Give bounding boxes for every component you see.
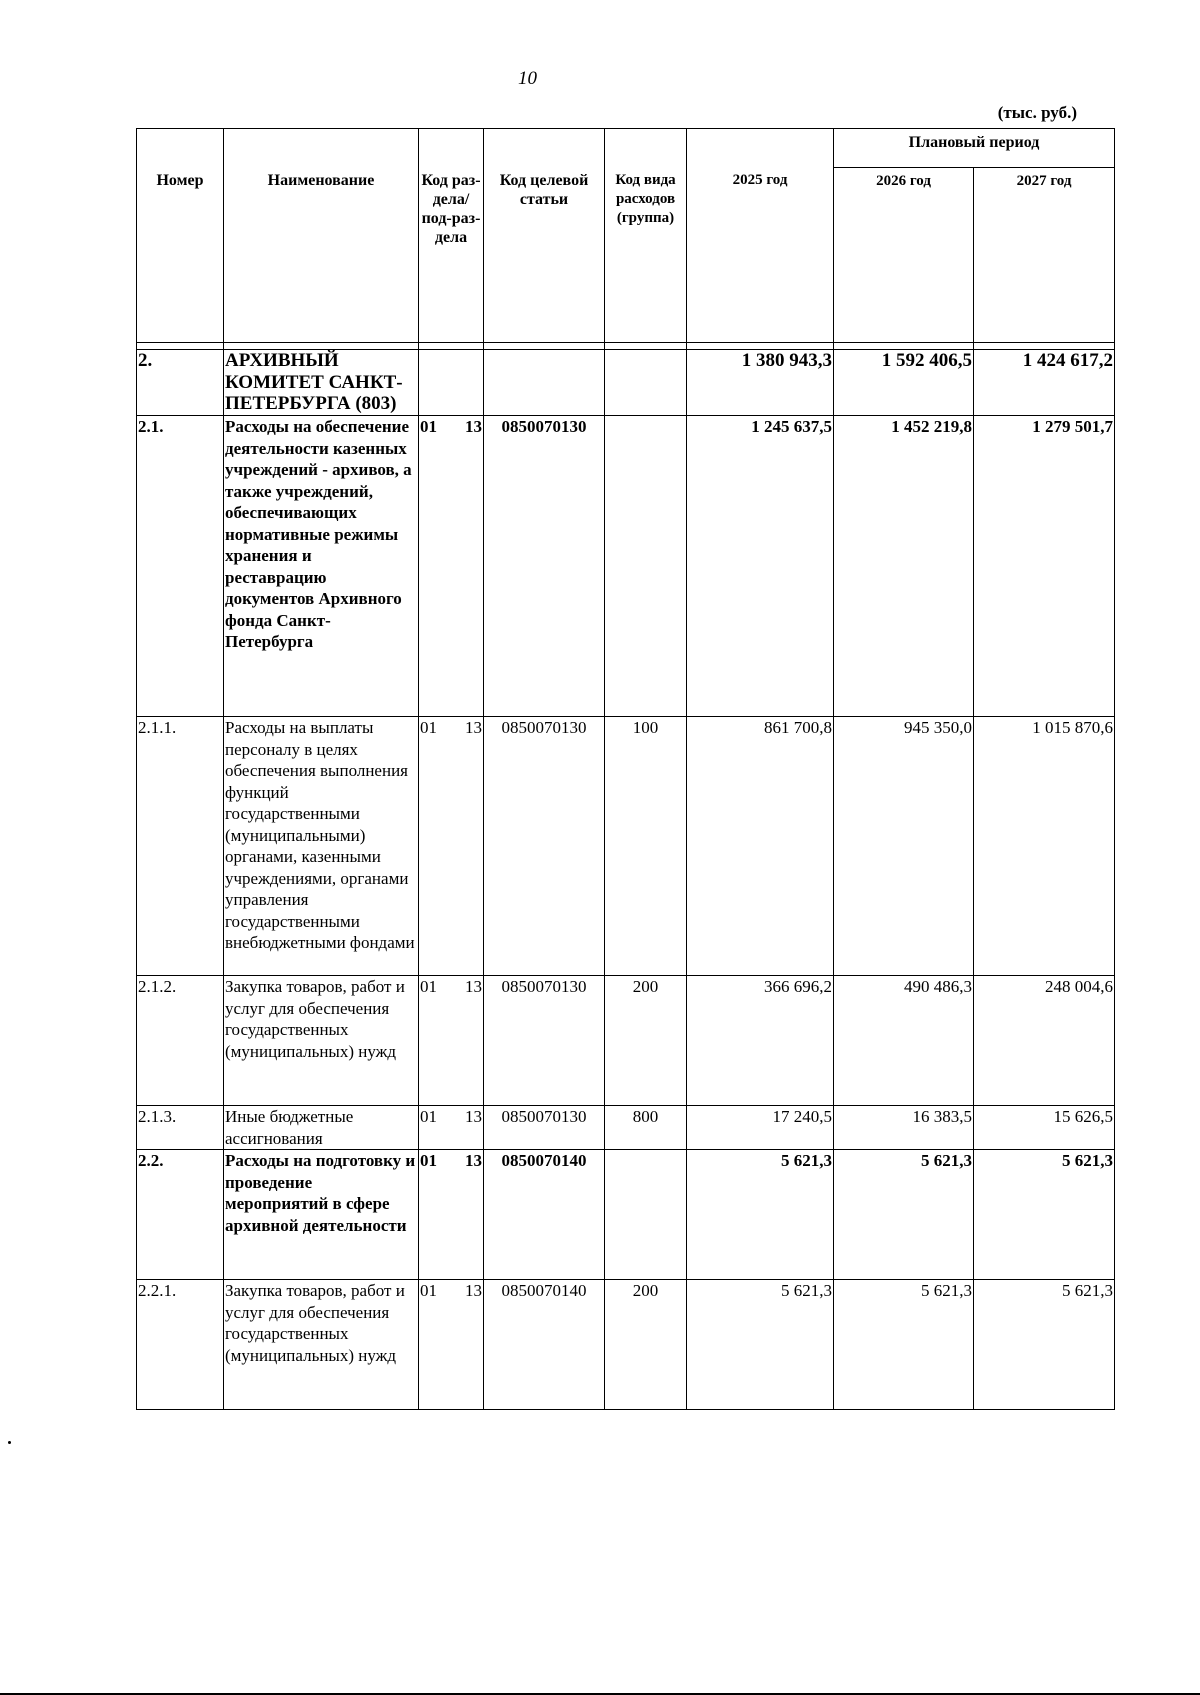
row-number: 2.2.1. xyxy=(137,1280,224,1410)
row-amount-2027: 1 015 870,6 xyxy=(974,717,1115,976)
row-name: Расходы на обеспечение деятельности казенных учреждений - архивов, а также учреждений, обеспечивающих нормативные режимы хранения и реставрацию документов Архивного фонда Санкт-Петербурга xyxy=(224,416,419,717)
row-amount-2027: 1 424 617,2 xyxy=(974,350,1115,416)
subsection-code: 13 xyxy=(465,417,482,436)
row-target-code: 0850070130 xyxy=(484,1106,605,1150)
row-amount-2025: 5 621,3 xyxy=(687,1280,834,1410)
row-number: 2.2. xyxy=(137,1150,224,1280)
subsection-code: 13 xyxy=(465,718,482,737)
row-expense-kind xyxy=(605,1150,687,1280)
row-name: Закупка товаров, работ и услуг для обеспечения государственных (муниципальных) нужд xyxy=(224,1280,419,1410)
section-code: 01 xyxy=(420,1107,437,1126)
row-amount-2025: 861 700,8 xyxy=(687,717,834,976)
row-amount-2027: 5 621,3 xyxy=(974,1280,1115,1410)
row-amount-2025: 366 696,2 xyxy=(687,976,834,1106)
table-row xyxy=(137,976,1115,1106)
section-code: 01 xyxy=(420,1281,437,1300)
header-name: Наименование xyxy=(224,129,419,343)
row-target-code: 0850070130 xyxy=(484,717,605,976)
row-section-code xyxy=(419,1150,484,1280)
row-target-code xyxy=(484,350,605,416)
row-amount-2027: 1 279 501,7 xyxy=(974,416,1115,717)
page-number: 10 xyxy=(518,68,537,89)
row-section-code xyxy=(419,416,484,717)
row-name: Закупка товаров, работ и услуг для обеспечения государственных (муниципальных) нужд xyxy=(224,976,419,1106)
row-number: 2.1. xyxy=(137,416,224,717)
row-amount-2026: 945 350,0 xyxy=(834,717,974,976)
units-label: (тыс. руб.) xyxy=(997,103,1077,122)
table-row xyxy=(137,350,1115,416)
header-year-2027: 2027 год xyxy=(974,168,1115,343)
row-expense-kind: 100 xyxy=(605,717,687,976)
row-amount-2026: 5 621,3 xyxy=(834,1280,974,1410)
row-section-code xyxy=(419,976,484,1106)
row-amount-2025: 17 240,5 xyxy=(687,1106,834,1150)
row-amount-2027: 15 626,5 xyxy=(974,1106,1115,1150)
row-amount-2025: 1 380 943,3 xyxy=(687,350,834,416)
row-amount-2026: 5 621,3 xyxy=(834,1150,974,1280)
subsection-code: 13 xyxy=(465,977,482,996)
header-target-code: Код целевой статьи xyxy=(484,129,605,343)
row-expense-kind: 800 xyxy=(605,1106,687,1150)
row-amount-2026: 16 383,5 xyxy=(834,1106,974,1150)
row-name: Расходы на подготовку и проведение мероприятий в сфере архивной деятельности xyxy=(224,1150,419,1280)
row-amount-2027: 5 621,3 xyxy=(974,1150,1115,1280)
header-year-2025: 2025 год xyxy=(687,129,834,343)
table-row xyxy=(137,1150,1115,1280)
row-target-code: 0850070140 xyxy=(484,1150,605,1280)
row-amount-2026: 490 486,3 xyxy=(834,976,974,1106)
row-amount-2025: 5 621,3 xyxy=(687,1150,834,1280)
scan-speck xyxy=(8,1441,11,1444)
row-number: 2.1.1. xyxy=(137,717,224,976)
budget-table xyxy=(136,128,1115,1410)
section-code: 01 xyxy=(420,1151,437,1170)
table-row xyxy=(137,717,1115,976)
row-section-code xyxy=(419,1280,484,1410)
subsection-code: 13 xyxy=(465,1151,482,1170)
row-expense-kind xyxy=(605,416,687,717)
row-expense-kind xyxy=(605,350,687,416)
header-section-code: Код раз-дела/ под-раз-дела xyxy=(419,129,484,343)
row-expense-kind: 200 xyxy=(605,976,687,1106)
header-expense-kind-code: Код вида расходов (группа) xyxy=(605,129,687,343)
subsection-code: 13 xyxy=(465,1107,482,1126)
row-amount-2026: 1 452 219,8 xyxy=(834,416,974,717)
row-section-code xyxy=(419,717,484,976)
row-name: Расходы на выплаты персоналу в целях обеспечения выполнения функций государственными (муниципальными) органами, казенными учреждениями, органами управления государственными внебюджетными фондами xyxy=(224,717,419,976)
row-expense-kind: 200 xyxy=(605,1280,687,1410)
row-target-code: 0850070130 xyxy=(484,416,605,717)
header-number: Номер xyxy=(137,129,224,343)
row-target-code: 0850070130 xyxy=(484,976,605,1106)
row-name: АРХИВНЫЙ КОМИТЕТ САНКТ-ПЕТЕРБУРГА (803) xyxy=(224,350,419,416)
table-row xyxy=(137,416,1115,717)
section-code: 01 xyxy=(420,417,437,436)
row-number: 2.1.3. xyxy=(137,1106,224,1150)
row-number: 2.1.2. xyxy=(137,976,224,1106)
row-amount-2027: 248 004,6 xyxy=(974,976,1115,1106)
table-row xyxy=(137,1106,1115,1150)
row-section-code xyxy=(419,350,484,416)
section-code: 01 xyxy=(420,977,437,996)
subsection-code: 13 xyxy=(465,1281,482,1300)
header-year-2026: 2026 год xyxy=(834,168,974,343)
row-amount-2026: 1 592 406,5 xyxy=(834,350,974,416)
row-amount-2025: 1 245 637,5 xyxy=(687,416,834,717)
section-code: 01 xyxy=(420,718,437,737)
row-target-code: 0850070140 xyxy=(484,1280,605,1410)
table-row xyxy=(137,1280,1115,1410)
header-planned-period: Плановый период xyxy=(834,129,1115,168)
row-section-code xyxy=(419,1106,484,1150)
row-number: 2. xyxy=(137,350,224,416)
row-name: Иные бюджетные ассигнования xyxy=(224,1106,419,1150)
